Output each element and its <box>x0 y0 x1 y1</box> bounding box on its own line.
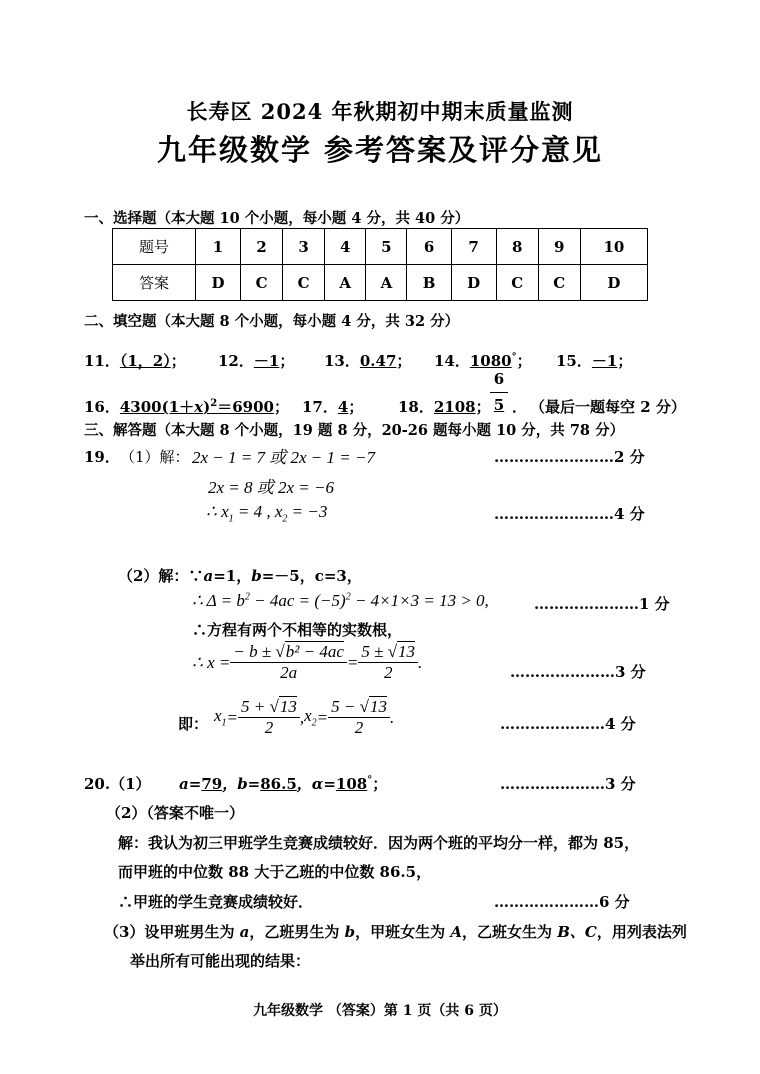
section3-heading: 三、解答题（本大题 8 个小题，19 题 8 分，20-26 题每小题 10 分，共 78 分） <box>84 422 625 439</box>
q20-a-label: a= <box>179 775 202 793</box>
q18 <box>398 396 491 417</box>
q15-answer: －1 <box>591 352 618 370</box>
q20-p3-var: b <box>344 923 356 941</box>
q19-part1-label: （1）解： <box>120 448 190 466</box>
section2-note: （最后一题每空 2 分） <box>530 398 686 416</box>
q20-score-3: …………………3 分 <box>500 775 636 793</box>
x2-denominator: 2 <box>354 718 364 737</box>
q13 <box>324 350 411 371</box>
q19-score-4b: …………………4 分 <box>500 715 636 733</box>
q19-part1-line3 <box>206 502 327 524</box>
q19-discriminant <box>192 591 489 611</box>
answer-table <box>112 228 648 301</box>
q20-p3-var: a <box>239 923 250 941</box>
table-cell: D <box>196 265 241 301</box>
x2-numerator: 5 − √13 <box>328 697 390 718</box>
q11-answer: （1，2） <box>119 352 171 370</box>
table-cell: 8 <box>496 229 538 265</box>
formula-num-part: − b ± <box>233 642 276 661</box>
q15-number: 15． <box>556 352 592 370</box>
section1-heading: 一、选择题（本大题 10 个小题，每小题 4 分，共 40 分） <box>84 210 470 227</box>
table-cell: 10 <box>580 229 647 265</box>
q20-part2-line3: ∴甲班的学生竞赛成绩较好． <box>118 893 314 911</box>
q11 <box>84 350 186 371</box>
formula-equals: = <box>346 652 359 672</box>
roots-comma: , <box>299 707 305 727</box>
table-cell: C <box>283 265 325 301</box>
q17 <box>302 396 363 417</box>
table-row <box>113 229 648 265</box>
section2-heading: 二、填空题（本大题 8 个小题，每小题 4 分，共 32 分） <box>84 313 460 330</box>
formula2-numerator: 5 ± √13 <box>358 642 418 663</box>
x2-fraction <box>328 697 390 738</box>
q18-separator: ； <box>475 398 491 416</box>
q20-p3-var: B、C <box>557 923 597 941</box>
q17-number: 17． <box>302 398 338 416</box>
x1-num-part: 5 + <box>241 697 270 716</box>
q12-answer: －1 <box>253 352 280 370</box>
q15-end: ； <box>617 352 633 370</box>
q17-end: ； <box>348 398 364 416</box>
q19-score-2: ……………………2 分 <box>494 448 645 466</box>
table-cell: 6 <box>407 229 451 265</box>
table-cell: A <box>325 265 366 301</box>
q14-number: 14． <box>434 352 470 370</box>
x2-num-part: 5 − <box>331 697 360 716</box>
table-cell: D <box>451 265 496 301</box>
q16-answer <box>120 398 274 416</box>
table-cell: 3 <box>283 229 325 265</box>
x1-equals: = <box>226 707 239 727</box>
roots-dot: . <box>389 707 395 727</box>
q19-line3-sub: 1 <box>228 513 234 525</box>
x1-var: x <box>214 706 222 726</box>
formula-radicand: b² − 4ac <box>285 642 344 661</box>
q19-number: 19． <box>84 448 120 466</box>
page-title-line1: 长寿区 2024 年秋期初中期末质量监测 <box>186 99 574 124</box>
table-cell: 5 <box>366 229 407 265</box>
q20-part1 <box>84 773 387 794</box>
q20-p3-text: （3）设甲班男生为 <box>104 923 240 941</box>
q20-part3-line1 <box>104 921 687 942</box>
q13-number: 13． <box>324 352 360 370</box>
formula-fraction-2 <box>358 642 418 683</box>
table-cell: 答案 <box>113 265 196 301</box>
q19-quadratic-formula <box>192 642 422 683</box>
q19-line3-part: = 4 , x <box>233 502 283 521</box>
table-cell: 2 <box>241 229 283 265</box>
q19-line3-part: = −3 <box>287 502 328 521</box>
formula2-num-part: 5 ± <box>361 642 388 661</box>
q19-roots-statement: ∴方程有两个不相等的实数根， <box>192 621 403 639</box>
q16 <box>84 396 289 417</box>
x2-sub: 2 <box>311 717 317 729</box>
q20-end: ； <box>372 775 388 793</box>
x2-label <box>304 706 317 728</box>
q16-answer-part: ) <box>203 398 211 416</box>
page-footer: 九年级数学 （答案）第 1 页（共 6 页） <box>253 1003 507 1019</box>
q19-final-roots <box>214 697 394 738</box>
q19-delta-part: − 4×1×3 = 13 > 0, <box>350 591 489 610</box>
q20-part2-line2: 而甲班的中位数 88 大于乙班的中位数 86.5， <box>118 863 432 881</box>
q12-end: ； <box>279 352 295 370</box>
q14 <box>434 350 532 371</box>
q20-part2-line1: 解：我认为初三甲班学生竞赛成绩较好．因为两个班的平均分一样，都为 85， <box>118 834 640 852</box>
x1-radicand: 13 <box>279 697 297 716</box>
q17-answer: 4 <box>337 398 349 416</box>
formula-fraction <box>230 642 347 683</box>
q20-b-label: ，b= <box>222 775 261 793</box>
q15 <box>556 350 632 371</box>
q19-delta-sup: 2 <box>244 591 250 603</box>
q12-number: 12． <box>218 352 254 370</box>
q20-a-value: 79 <box>201 775 223 793</box>
q11-end: ； <box>170 352 186 370</box>
q19-part2-given <box>118 565 362 586</box>
q20-alpha-value: 108 <box>335 775 368 793</box>
q18-end: ． <box>512 398 528 416</box>
q20-b-value: 86.5 <box>260 775 297 793</box>
q19-given-var: b <box>251 567 262 585</box>
q20-alpha-label: ，α= <box>296 775 336 793</box>
q19-delta-part: ∴ Δ = b <box>192 591 245 610</box>
q19-given-part: =1， <box>213 567 252 585</box>
q18-fraction-denominator: 5 <box>493 396 505 414</box>
q16-end: ； <box>273 398 289 416</box>
q19-score-3: …………………3 分 <box>510 663 646 681</box>
q16-answer-exp: 2 <box>210 398 218 409</box>
q19-delta-part: − 4ac = (−5) <box>249 591 346 610</box>
q11-number: 11． <box>84 352 120 370</box>
q12 <box>218 350 294 371</box>
table-row <box>113 265 648 301</box>
x1-numerator: 5 + √13 <box>238 697 300 718</box>
q19-line3-sub: 2 <box>282 513 288 525</box>
q19-part1-line2: 2x = 8 或 2x = −6 <box>208 478 335 497</box>
x1-fraction <box>238 697 300 738</box>
formula-dot: . <box>418 652 423 672</box>
q19-given-part: =－5，c=3， <box>261 567 362 585</box>
q19-part1-line1: 2x − 1 = 7 或 2x − 1 = −7 <box>192 448 375 467</box>
x2-radicand: 13 <box>369 697 387 716</box>
q14-answer: 1080 <box>469 352 512 370</box>
q19-given-var: a <box>203 567 214 585</box>
q20-part2-label: （2）（答案不唯一） <box>106 804 244 822</box>
q19-final-label: 即： <box>178 715 209 733</box>
page-title-line2: 九年级数学 参考答案及评分意见 <box>156 133 604 167</box>
q19-score-4a: ……………………4 分 <box>494 505 645 523</box>
x1-denominator: 2 <box>264 718 274 737</box>
q19-score-1: …………………1 分 <box>534 595 670 613</box>
table-cell: B <box>407 265 451 301</box>
q20-p3-text: ，用列表法列 <box>596 923 687 941</box>
q19-part2-label: （2）解：∵ <box>118 567 204 585</box>
q14-end: ； <box>516 352 532 370</box>
x2-equals: = <box>316 707 329 727</box>
table-cell: C <box>538 265 580 301</box>
formula2-radicand: 13 <box>398 642 416 661</box>
formula-lhs: ∴ x = <box>192 652 231 672</box>
x2-var: x <box>304 706 312 726</box>
q20-score-6: …………………6 分 <box>494 893 630 911</box>
table-cell: C <box>241 265 283 301</box>
q13-answer: 0.47 <box>359 352 397 370</box>
table-cell: 4 <box>325 229 366 265</box>
q20-alpha-degree: ° <box>367 775 373 786</box>
q20-p3-var: A <box>450 923 463 941</box>
formula-numerator: − b ± √b² − 4ac <box>230 642 347 663</box>
q20-number: 20.（1） <box>84 775 151 793</box>
formula2-denominator: 2 <box>383 663 393 682</box>
q16-number: 16． <box>84 398 120 416</box>
q19-delta-sup: 2 <box>345 591 351 603</box>
table-cell: 7 <box>451 229 496 265</box>
x1-label <box>214 706 227 728</box>
x1-sub: 1 <box>221 717 227 729</box>
q18-fraction-numerator: 6 <box>493 370 505 388</box>
table-cell: 9 <box>538 229 580 265</box>
q19-line3-part: ∴ x <box>206 502 229 521</box>
table-cell: D <box>580 265 647 301</box>
table-cell: 题号 <box>113 229 196 265</box>
q16-answer-part: 4300(1＋ <box>119 398 195 416</box>
q18-answer-1: 2108 <box>433 398 476 416</box>
q20-p3-text: ，乙班女生为 <box>462 923 558 941</box>
formula-denominator: 2a <box>280 663 298 682</box>
table-cell: 1 <box>196 229 241 265</box>
q16-answer-var: x <box>194 398 204 416</box>
q18-fraction-bar <box>490 392 508 393</box>
q13-end: ； <box>396 352 412 370</box>
q14-degree: ° <box>511 352 517 363</box>
q16-answer-part: ＝6900 <box>217 398 274 416</box>
table-cell: C <box>496 265 538 301</box>
q20-part3-line2: 举出所有可能出现的结果： <box>130 952 311 970</box>
q18-number: 18． <box>398 398 434 416</box>
table-cell: A <box>366 265 407 301</box>
q20-p3-text: ，甲班女生为 <box>355 923 451 941</box>
q20-p3-text: ，乙班男生为 <box>249 923 345 941</box>
